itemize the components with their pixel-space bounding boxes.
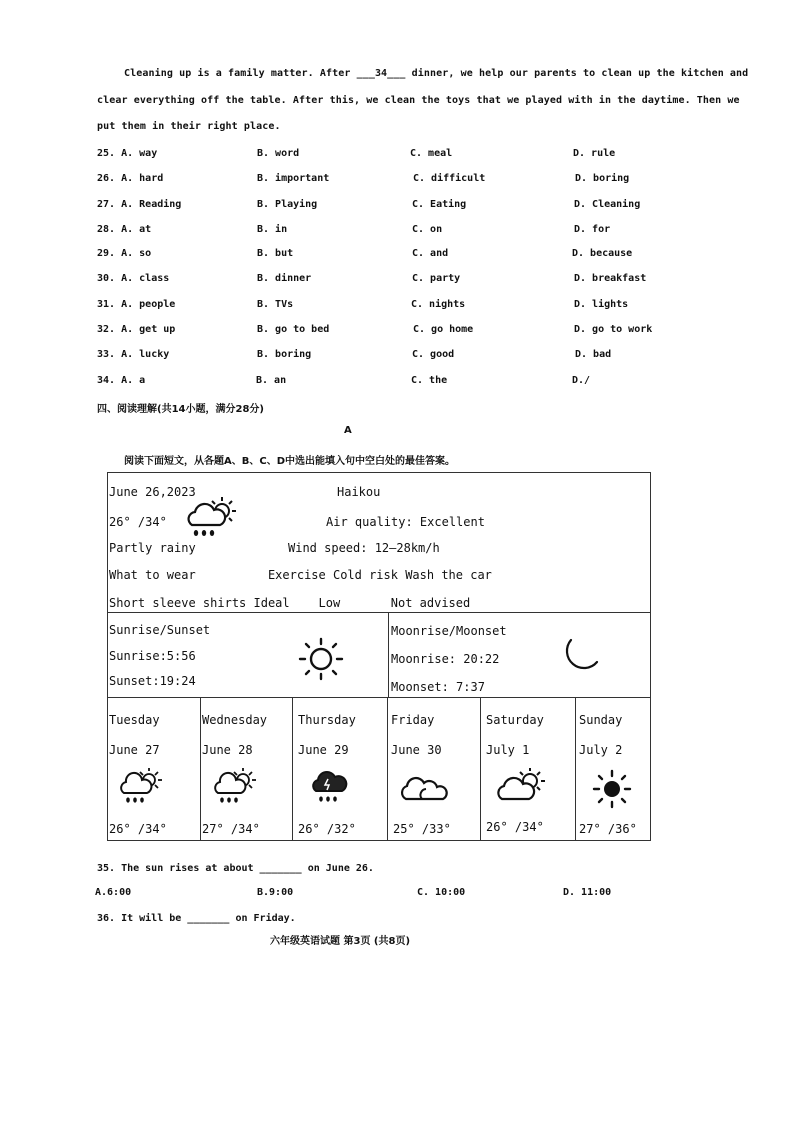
option-d: D. breakfast [574,273,647,284]
forecast-date: June 27 [109,743,160,757]
moon-title: Moonrise/Moonset [391,624,507,638]
question-number: 30. [97,273,116,284]
option-b: B. word [257,148,300,159]
option-a: A. a [121,375,146,386]
option-row [97,173,163,184]
option-b: B. but [257,248,294,259]
option-row [97,324,175,335]
option-c: C. nights [411,299,466,310]
option-row [97,349,169,360]
question-number: 25. [97,148,116,159]
sun-icon [592,769,632,809]
option-d: D. rule [573,148,616,159]
option-a: A. class [121,273,170,284]
q35-option-b: B.9:00 [257,887,294,898]
option-row [97,375,145,386]
option-a: A. at [121,224,152,235]
option-c: C. the [411,375,448,386]
option-row [97,248,151,259]
instruction: 阅读下面短文，从各题A、B、C、D中选出能填入句中空白处的最佳答案。 [124,456,456,467]
option-c: C. meal [410,148,453,159]
weather-temp: 26° /34° [109,515,167,529]
weather-city: Haikou [337,485,381,499]
option-c: C. difficult [413,173,486,184]
forecast-date: July 1 [486,743,530,757]
forecast-temp: 26° /32° [298,822,356,836]
sun-cloud-icon [496,767,548,803]
option-row [97,224,151,235]
option-d: D. bad [575,349,612,360]
option-b: B. Playing [257,199,318,210]
forecast-date: June 28 [202,743,253,757]
advice-values: Short sleeve shirts Ideal Low Not advised [109,596,471,610]
forecast-temp: 27° /36° [579,822,637,836]
question-number: 29. [97,248,116,259]
sunrise: Sunrise:5:56 [109,649,196,663]
option-b: B. TVs [257,299,294,310]
forecast-date: June 29 [298,743,349,757]
question-number: 26. [97,173,116,184]
forecast-date: July 2 [579,743,623,757]
option-d: D. boring [575,173,630,184]
option-d: D. lights [574,299,629,310]
option-a: A. Reading [121,199,182,210]
air-quality: Air quality: Excellent [326,515,485,529]
sun-cloud-rain-icon [118,767,164,805]
option-b: B. boring [257,349,312,360]
forecast-day: Sunday [579,713,623,727]
forecast-temp: 27° /34° [202,822,260,836]
option-a: A. way [121,148,158,159]
weather-condition: Partly rainy [109,541,196,555]
question-number: 31. [97,299,116,310]
option-b: B. in [257,224,288,235]
option-a: A. get up [121,324,176,335]
option-c: C. party [412,273,461,284]
question-number: 33. [97,349,116,360]
sun-cloud-rain-icon [184,495,240,539]
option-c: C. on [412,224,443,235]
option-row [97,148,157,159]
option-a: A. people [121,299,176,310]
moonset: Moonset: 7:37 [391,680,485,694]
section-title: 四、阅读理解(共14小题，满分28分) [97,404,264,415]
option-b: B. dinner [257,273,312,284]
cloud-icon [400,773,450,803]
option-d: D./ [572,375,591,386]
part-label: A [344,425,352,436]
option-c: C. and [412,248,449,259]
option-c: C. good [412,349,455,360]
page-footer: 六年级英语试题 第3页 (共8页) [270,936,411,947]
option-b: B. an [256,375,287,386]
option-d: D. for [574,224,611,235]
option-b: B. go to bed [257,324,330,335]
forecast-temp: 25° /33° [393,822,451,836]
option-row [97,299,175,310]
option-row [97,273,169,284]
sunset: Sunset:19:24 [109,674,196,688]
option-row [97,199,181,210]
passage-line-3: put them in their right place. [97,121,281,132]
q35-option-d: D. 11:00 [563,887,612,898]
passage-line-2: clear everything off the table. After this, we clean the toys that we played with in the daytime. Then we [97,95,740,106]
forecast-day: Wednesday [202,713,268,727]
weather-table [107,472,651,841]
question-number: 28. [97,224,116,235]
q35-option-a: A.6:00 [95,887,132,898]
option-d: D. Cleaning [574,199,641,210]
option-a: A. lucky [121,349,170,360]
sun-icon [296,636,346,682]
forecast-day: Thursday [298,713,356,727]
option-a: A. hard [121,173,164,184]
weather-date: June 26,2023 [109,485,196,499]
forecast-day: Saturday [486,713,544,727]
question-35: 35. The sun rises at about _______ on June 26. [97,863,374,874]
q35-option-c: C. 10:00 [417,887,466,898]
question-number: 32. [97,324,116,335]
forecast-temp: 26° /34° [486,820,544,834]
wind-speed: Wind speed: 12—28km/h [288,541,440,555]
forecast-day: Tuesday [109,713,160,727]
sun-title: Sunrise/Sunset [109,623,211,637]
question-36: 36. It will be _______ on Friday. [97,913,296,924]
question-number: 27. [97,199,116,210]
storm-cloud-rain-icon [310,767,350,805]
option-d: D. because [572,248,633,259]
moonrise: Moonrise: 20:22 [391,652,500,666]
option-a: A. so [121,248,152,259]
advice-header: What to wear Exercise Cold risk Wash the car [109,568,492,582]
option-c: C. go home [413,324,474,335]
option-c: C. Eating [412,199,467,210]
moon-icon [557,636,601,676]
forecast-temp: 26° /34° [109,822,167,836]
sun-cloud-rain-icon [212,767,258,805]
option-d: D. go to work [574,324,653,335]
option-b: B. important [257,173,330,184]
forecast-day: Friday [391,713,435,727]
passage-line-1: Cleaning up is a family matter. After ___34___ dinner, we help our parents to clean up the kitchen and [124,68,749,79]
question-number: 34. [97,375,116,386]
forecast-date: June 30 [391,743,442,757]
